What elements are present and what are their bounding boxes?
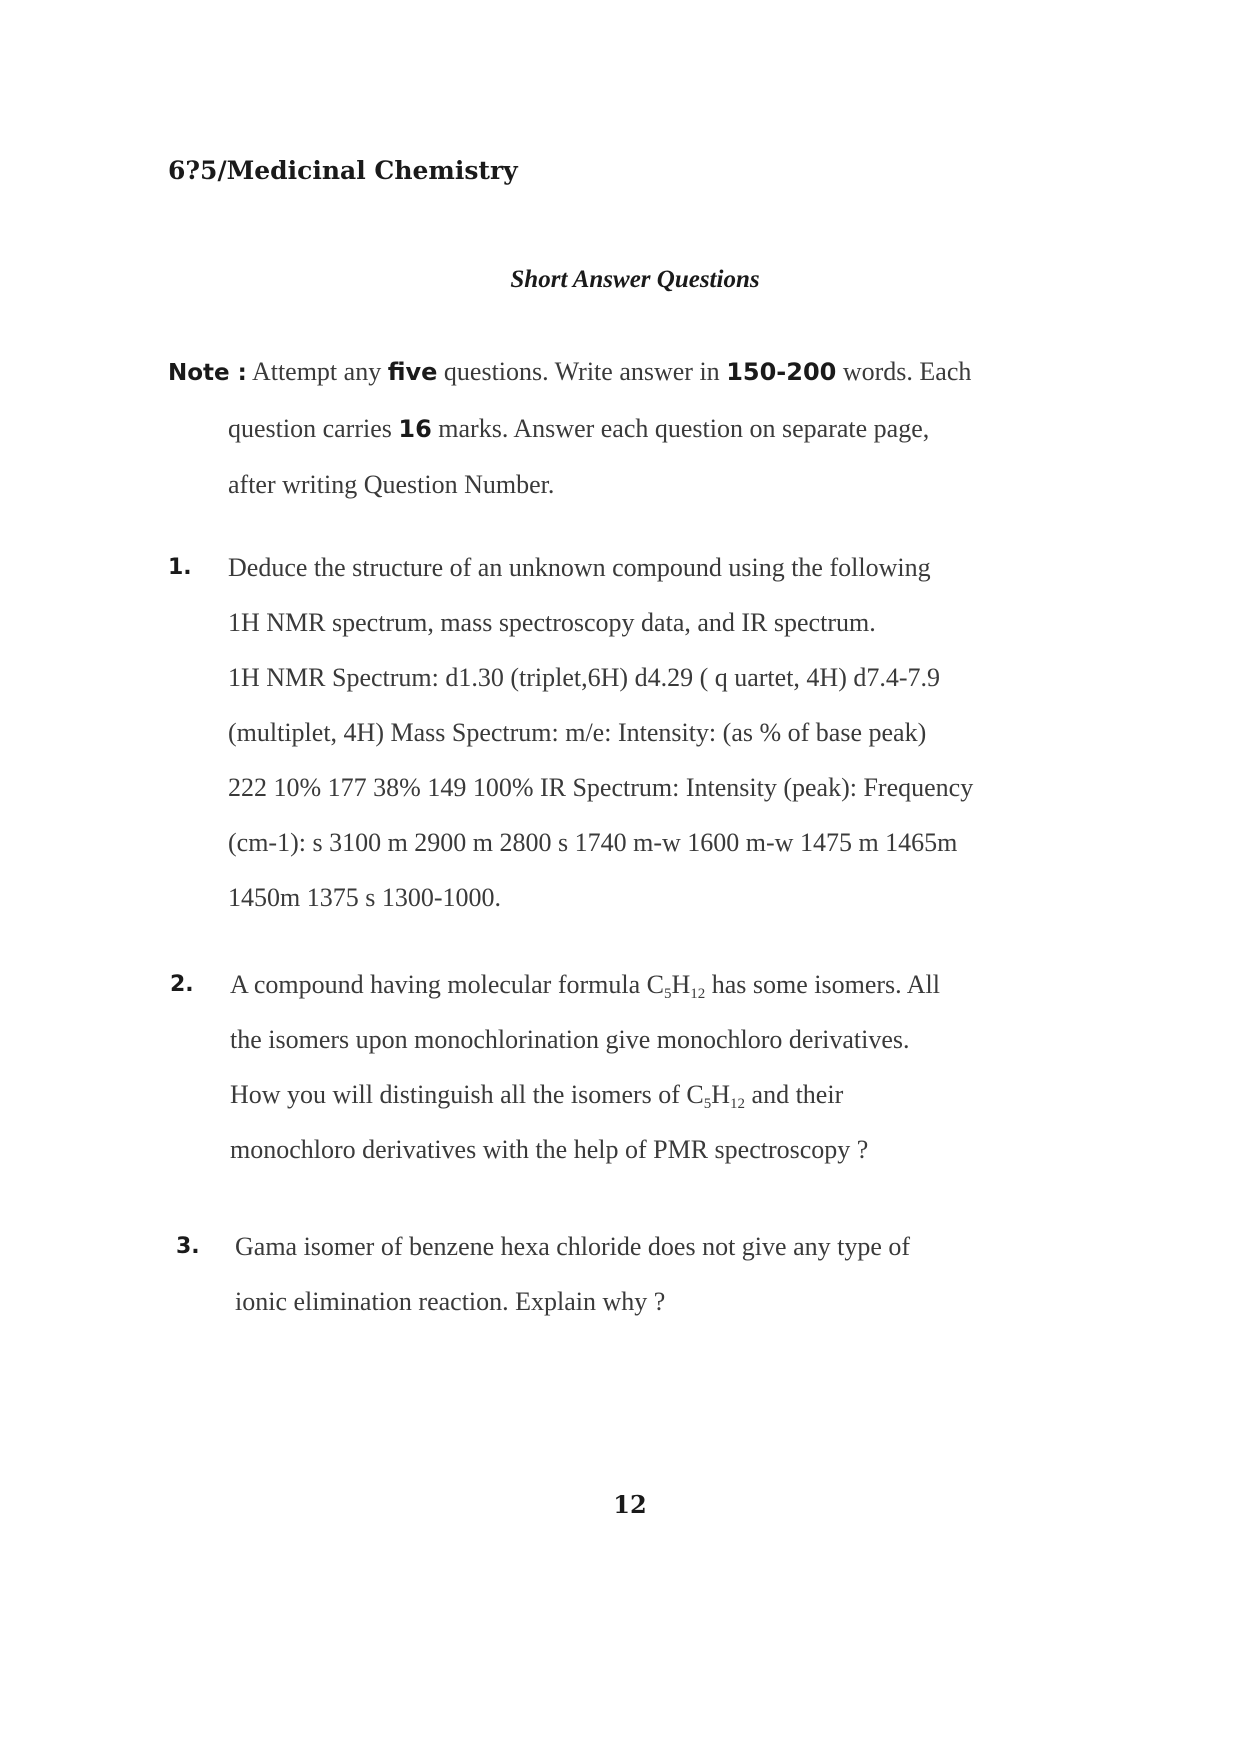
note-word-limit: 150-200 [726, 358, 837, 386]
question-line: ionic elimination reaction. Explain why ? [235, 1287, 666, 1316]
page-number: 12 [613, 1490, 647, 1519]
question-text: How you will distinguish all the isomers of C [230, 1080, 704, 1109]
question-line [230, 1067, 1098, 1122]
note-line-3: after writing Question Number. [228, 470, 555, 499]
note-text: words. Each [842, 357, 972, 386]
question-line [230, 957, 1098, 1012]
question-line: 1450m 1375 s 1300-1000. [228, 883, 501, 912]
note-text: marks. Answer each question on separate page, [438, 414, 930, 443]
question-text: and their [745, 1080, 844, 1109]
question-line: (multiplet, 4H) Mass Spectrum: m/e: Intensity: (as % of base peak) [228, 718, 927, 747]
question-number: 1. [168, 555, 192, 580]
question-text: A compound having molecular formula C [230, 970, 664, 999]
question-line: 222 10% 177 38% 149 100% IR Spectrum: Intensity (peak): Frequency [228, 773, 974, 802]
note-text: question carries [228, 414, 392, 443]
question-line: monochloro derivatives with the help of PMR spectroscopy ? [230, 1135, 869, 1164]
question-line: Deduce the structure of an unknown compound using the following [228, 553, 931, 582]
question-line: Gama isomer of benzene hexa chloride does not give any type of [235, 1232, 911, 1261]
paper-title: 6?5/Medicinal Chemistry [168, 156, 518, 185]
formula-subscript: 12 [690, 986, 706, 1002]
question-number: 2. [170, 972, 194, 997]
question-text: has some isomers. All [705, 970, 940, 999]
question-1 [168, 540, 1098, 925]
formula-subscript: 5 [663, 986, 672, 1002]
question-text: H [671, 970, 691, 999]
note-label: Note : [168, 360, 247, 386]
note-text: questions. Write answer in [443, 357, 720, 386]
question-text: H [711, 1080, 731, 1109]
note-text: Attempt any [251, 357, 382, 386]
question-number: 3. [176, 1234, 200, 1259]
formula-subscript: 5 [703, 1096, 712, 1112]
question-body [228, 540, 1098, 925]
note-line-2 [168, 401, 1098, 457]
question-body [235, 1219, 1098, 1329]
note-marks: 16 [398, 415, 432, 443]
formula-subscript: 12 [730, 1096, 746, 1112]
question-body [230, 957, 1098, 1177]
question-line: (cm-1): s 3100 m 2900 m 2800 s 1740 m-w 1600 m-w 1475 m 1465m [228, 828, 958, 857]
question-2 [168, 957, 1098, 1177]
question-3 [168, 1219, 1098, 1329]
note-five: five [387, 358, 438, 386]
question-line: 1H NMR Spectrum: d1.30 (triplet,6H) d4.29 ( q uartet, 4H) d7.4-7.9 [228, 663, 941, 692]
question-line: the isomers upon monochlorination give monochloro derivatives. [230, 1025, 910, 1054]
section-title: Short Answer Questions [510, 266, 760, 293]
question-line: 1H NMR spectrum, mass spectroscopy data, and IR spectrum. [228, 608, 876, 637]
instructions-note [168, 344, 1098, 512]
